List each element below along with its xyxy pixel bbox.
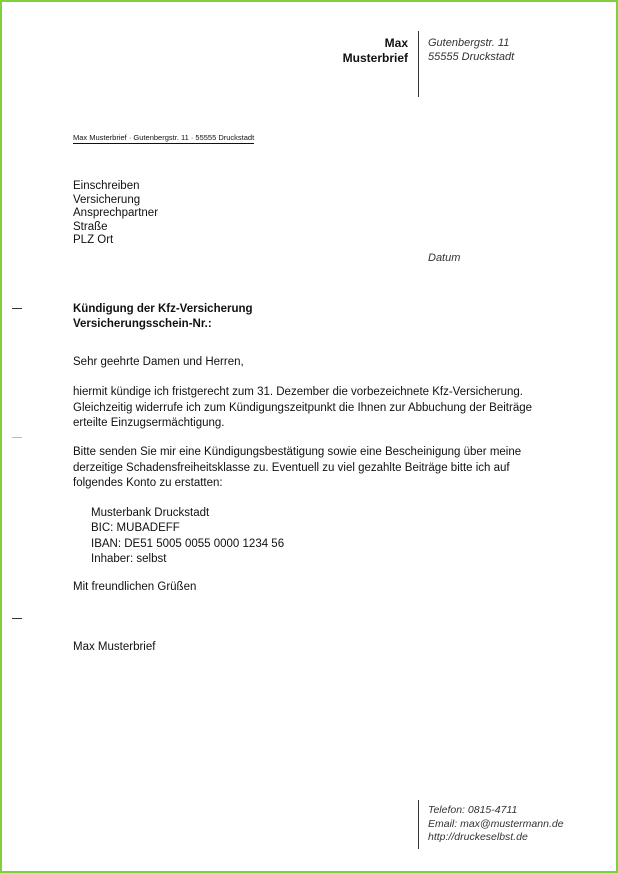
paragraph-line: folgendes Konto zu erstatten:	[73, 477, 223, 489]
subject-line: Versicherungsschein-Nr.:	[73, 318, 212, 330]
paragraph-line: Gleichzeitig widerrufe ich zum Kündigungszeitpunkt die Ihnen zur Abbuchung der Beiträge	[73, 401, 533, 414]
closing: Mit freundlichen Grüßen	[73, 581, 197, 593]
paragraph-line: hiermit kündige ich fristgerecht zum 31. Dezember die vorbezeichnete Kfz-Versicherung.	[73, 386, 523, 398]
recipient-line: Versicherung	[73, 193, 141, 206]
sender-first-name: Max	[384, 36, 408, 50]
recipient-line: Straße	[73, 220, 108, 233]
signature: Max Musterbrief	[73, 641, 156, 653]
paragraph-2	[73, 445, 543, 492]
paragraph-line: derzeitige Schadensfreiheitsklasse zu. Eventuell zu viel gezahlte Beiträge bitte ich auf	[73, 461, 510, 474]
bank-name: Musterbank Druckstadt	[91, 507, 210, 519]
recipient-address	[73, 180, 158, 248]
sender-last-name: Musterbrief	[342, 51, 408, 65]
fold-mark	[12, 308, 22, 309]
footer-email: Email: max@mustermann.de	[428, 817, 564, 830]
sender-street: Gutenbergstr. 11	[428, 37, 510, 49]
footer-web: http://druckeselbst.de	[428, 831, 528, 843]
subject-line: Kündigung der Kfz-Versicherung	[73, 303, 253, 315]
subject	[73, 302, 253, 332]
paragraph-line: erteilte Einzugsermächtigung.	[73, 417, 225, 429]
bank-iban: IBAN: DE51 5005 0055 0000 1234 56	[91, 537, 285, 550]
bank-owner: Inhaber: selbst	[91, 552, 167, 565]
footer-divider	[418, 800, 419, 849]
bank-details	[91, 506, 284, 567]
header-divider	[418, 31, 419, 97]
punch-mark	[12, 437, 22, 438]
footer-contact	[428, 804, 564, 845]
paragraph-line: Bitte senden Sie mir eine Kündigungsbestätigung sowie eine Bescheinigung über meine	[73, 446, 522, 458]
sender-address	[428, 36, 514, 64]
recipient-line: PLZ Ort	[73, 234, 114, 247]
sender-name	[343, 36, 408, 66]
salutation: Sehr geehrte Damen und Herren,	[73, 356, 244, 368]
bank-bic: BIC: MUBADEFF	[91, 522, 180, 535]
date-label: Datum	[428, 252, 461, 264]
footer-phone: Telefon: 0815-4711	[428, 804, 518, 816]
sender-city: 55555 Druckstadt	[428, 51, 515, 63]
paragraph-1	[73, 385, 543, 432]
fold-mark	[12, 618, 22, 619]
recipient-line: Einschreiben	[73, 180, 140, 192]
return-address-line: Max Musterbrief · Gutenbergstr. 11 · 55555 Druckstadt	[73, 133, 255, 142]
recipient-line: Ansprechpartner	[73, 207, 159, 220]
